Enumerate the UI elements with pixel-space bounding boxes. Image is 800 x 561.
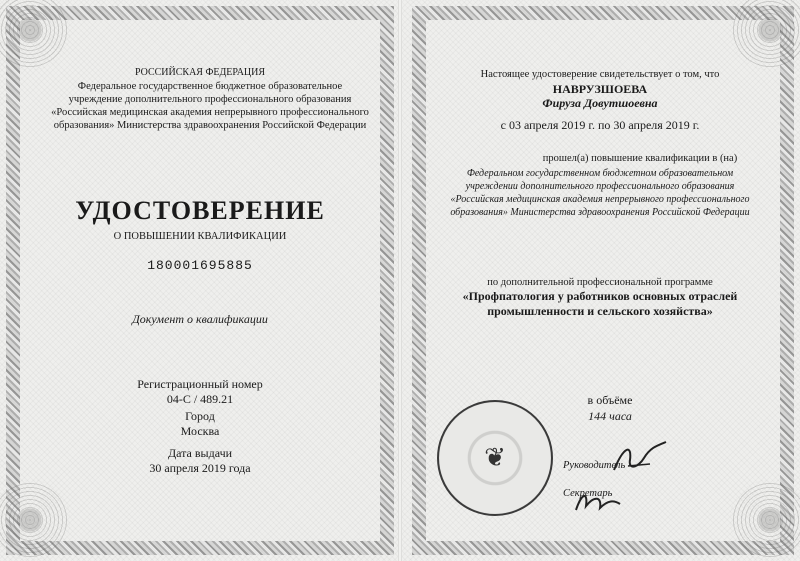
recipient-surname: НАВРУЗШОЕВА xyxy=(552,82,648,96)
org-line: «Российская медицинская академия непрерывного профессионального xyxy=(51,107,369,118)
secretary-label: Секретарь xyxy=(563,488,613,499)
guilloche-corner xyxy=(730,0,800,70)
org-line: Федеральном государственном бюджетном образовательном xyxy=(466,168,734,179)
intro-text: Настоящее удостоверение свидетельствует о том, что xyxy=(480,69,720,80)
program-title-line: промышленности и сельского хозяйства» xyxy=(487,304,713,318)
org-line: «Российская медицинская академия непрерывного профессионального xyxy=(450,194,750,205)
org-line: учреждение дополнительного профессионального образования xyxy=(68,94,352,105)
org-line: учреждении дополнительного профессионального образования xyxy=(465,181,735,192)
certificate-title: УДОСТОВЕРЕНИЕ xyxy=(75,196,325,225)
issue-date-label: Дата выдачи xyxy=(167,446,233,460)
volume-value: 144 часа xyxy=(588,409,632,423)
volume-label: в объёме xyxy=(587,393,633,407)
country-label: РОССИЙСКАЯ ФЕДЕРАЦИЯ xyxy=(134,67,266,78)
program-label: по дополнительной профессиональной программе xyxy=(487,277,713,288)
registration-number: 04-С / 489.21 xyxy=(166,392,234,406)
certificate-number: 180001695885 xyxy=(147,258,253,273)
issue-date-value: 30 апреля 2019 года xyxy=(149,461,251,475)
training-period: с 03 апреля 2019 г. по 30 апреля 2019 г. xyxy=(500,118,700,132)
coat-of-arms-icon: ❦ xyxy=(484,443,506,472)
official-seal xyxy=(437,400,553,516)
head-signature xyxy=(610,440,670,476)
head-label: Руководитель xyxy=(563,460,626,471)
passed-label: прошел(а) повышение квалификации в (на) xyxy=(542,153,738,164)
registration-label: Регистрационный номер xyxy=(137,377,263,391)
document-type: Документ о квалификации xyxy=(132,312,268,326)
org-line: образования» Министерства здравоохранения Российской Федерации xyxy=(53,120,367,131)
program-title-line: «Профпатология у работников основных отраслей xyxy=(462,289,738,303)
certificate-subtitle: О ПОВЫШЕНИИ КВАЛИФИКАЦИИ xyxy=(113,231,287,242)
guilloche-corner xyxy=(730,480,800,560)
city-label: Город xyxy=(185,409,215,423)
guilloche-corner xyxy=(0,480,70,560)
recipient-name: Фируза Довутшоевна xyxy=(542,96,658,110)
secretary-signature xyxy=(572,488,622,516)
org-line: образования» Министерства здравоохранения Российской Федерации xyxy=(450,207,750,218)
guilloche-corner xyxy=(0,0,70,70)
page-fold xyxy=(398,0,402,561)
city-value: Москва xyxy=(180,424,220,438)
org-line: Федеральное государственное бюджетное образовательное xyxy=(77,81,343,92)
